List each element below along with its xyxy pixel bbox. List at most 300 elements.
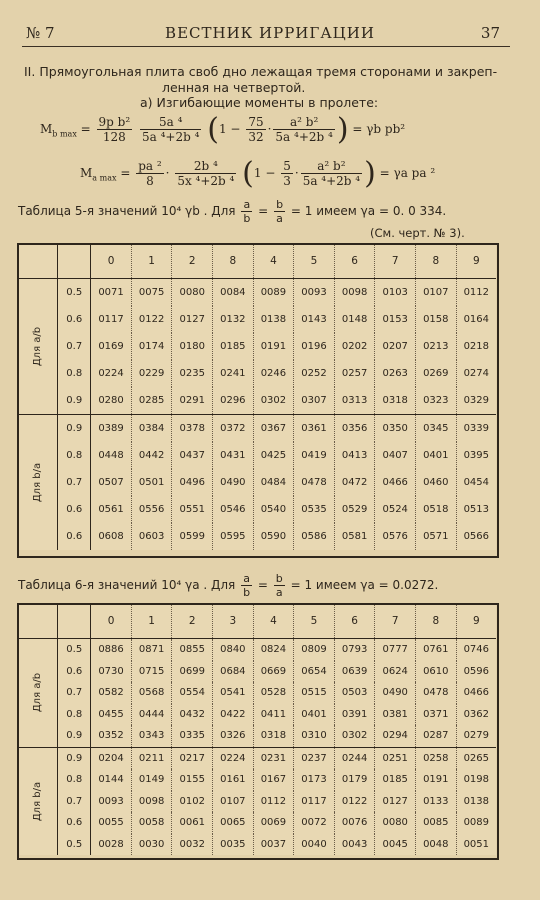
table-cell: 0037 xyxy=(253,834,294,856)
table-cell: 0362 xyxy=(456,704,496,726)
row-key: 0.8 xyxy=(58,360,91,387)
table-cell: 0624 xyxy=(375,661,416,683)
table-cell: 0258 xyxy=(416,747,457,769)
row-key: 0.7 xyxy=(58,682,91,704)
table-cell: 0058 xyxy=(131,812,172,834)
table-cell: 0455 xyxy=(91,704,132,726)
table-cell: 0824 xyxy=(253,639,294,661)
header-row xyxy=(18,244,496,279)
column-header: 5 xyxy=(294,604,335,639)
formula-mb-max: $M_{b max}$ = $\frac{\text{9p b²}}{128}$ $\frac{\text{5a ⁴}}{\text{5a ⁴+2b ⁴}}$ (1 − $\frac{75}{32}$ · $\frac{\text{a² b²}}{\text{5a ⁴+2b ⁴}}$ ) = γb pb² xyxy=(40,112,406,147)
table-cell: 0071 xyxy=(91,279,132,307)
table-cell: 0102 xyxy=(172,791,213,813)
table-cell: 0169 xyxy=(91,333,132,360)
table-cell: 0127 xyxy=(375,791,416,813)
table5 xyxy=(18,244,496,550)
table-cell: 0395 xyxy=(456,442,496,469)
formula2-lhs-sub: a max xyxy=(92,173,117,183)
table-cell: 0596 xyxy=(456,661,496,683)
corner-cell xyxy=(58,604,91,639)
table-cell: 0180 xyxy=(172,333,213,360)
group-label xyxy=(18,747,58,855)
column-header: 9 xyxy=(456,244,496,279)
table-cell: 0356 xyxy=(334,415,375,443)
table-cell: 0085 xyxy=(416,812,457,834)
table-cell: 0065 xyxy=(213,812,254,834)
formula1-lhs-sub: b max xyxy=(52,129,77,139)
table-cell: 0098 xyxy=(131,791,172,813)
table-cell: 0513 xyxy=(456,496,496,523)
table-cell: 0048 xyxy=(416,834,457,856)
table-cell: 0158 xyxy=(416,306,457,333)
formula1-one: 1 − xyxy=(218,122,241,136)
table-cell: 0568 xyxy=(131,682,172,704)
table-cell: 0484 xyxy=(253,469,294,496)
table-cell: 0407 xyxy=(375,442,416,469)
formula2-frac2: $\frac{\text{2b ⁴}}{\text{5x ⁴+2b ⁴}}$ xyxy=(177,159,235,188)
table-cell: 0352 xyxy=(91,725,132,747)
table-cell: 0302 xyxy=(334,725,375,747)
table-cell: 0117 xyxy=(294,791,335,813)
row-key: 0.9 xyxy=(58,415,91,443)
table-row xyxy=(18,661,496,683)
table-cell: 0263 xyxy=(375,360,416,387)
group-label xyxy=(18,279,58,415)
table-cell: 0307 xyxy=(294,387,335,415)
table-cell: 0561 xyxy=(91,496,132,523)
table-cell: 0581 xyxy=(334,523,375,550)
table5-caption: Таблица 5-я значений 10⁴ γb . Для $\frac{a}{b}$ = $\frac{b}{a}$ = 1 имеем γa = 0. 0 334. xyxy=(18,198,447,225)
column-header: 8 xyxy=(416,604,457,639)
table-cell: 0546 xyxy=(213,496,254,523)
table-cell: 0231 xyxy=(253,747,294,769)
table-cell: 0793 xyxy=(334,639,375,661)
table-row xyxy=(18,496,496,523)
table-cell: 0326 xyxy=(213,725,254,747)
table-cell: 0291 xyxy=(172,387,213,415)
table-cell: 0196 xyxy=(294,333,335,360)
table-row xyxy=(18,279,496,307)
table-cell: 0202 xyxy=(334,333,375,360)
column-header: 0 xyxy=(91,604,132,639)
table-cell: 0112 xyxy=(456,279,496,307)
table-cell: 0639 xyxy=(334,661,375,683)
row-key: 0.8 xyxy=(58,704,91,726)
table-cell: 0335 xyxy=(172,725,213,747)
table-cell: 0296 xyxy=(213,387,254,415)
row-key: 0.7 xyxy=(58,333,91,360)
table-cell: 0608 xyxy=(91,523,132,550)
formula1-frac2: $\frac{\text{5a ⁴}}{\text{5a ⁴+2b ⁴}}$ xyxy=(142,115,200,144)
table-cell: 0174 xyxy=(131,333,172,360)
table-cell: 0507 xyxy=(91,469,132,496)
table-cell: 0075 xyxy=(131,279,172,307)
table-cell: 0535 xyxy=(294,496,335,523)
table-cell: 0367 xyxy=(253,415,294,443)
table-cell: 0279 xyxy=(456,725,496,747)
table-cell: 0153 xyxy=(375,306,416,333)
row-key: 0.8 xyxy=(58,769,91,791)
formula1-frac3: $\frac{75}{32}$ xyxy=(248,115,264,144)
row-key: 0.6 xyxy=(58,306,91,333)
table-cell: 0280 xyxy=(91,387,132,415)
table-cell: 0422 xyxy=(213,704,254,726)
table-cell: 0251 xyxy=(375,747,416,769)
column-header: 0 xyxy=(91,244,132,279)
table-row xyxy=(18,415,496,443)
table-row xyxy=(18,791,496,813)
table-cell: 0191 xyxy=(253,333,294,360)
table-cell: 0204 xyxy=(91,747,132,769)
column-header: 2 xyxy=(172,604,213,639)
table-cell: 0045 xyxy=(375,834,416,856)
table-cell: 0089 xyxy=(253,279,294,307)
table-cell: 0582 xyxy=(91,682,132,704)
formula2-one: 1 − xyxy=(253,166,276,180)
table-row xyxy=(18,639,496,661)
table-cell: 0103 xyxy=(375,279,416,307)
table-cell: 0198 xyxy=(456,769,496,791)
group-label-text: Для a/b xyxy=(32,326,44,367)
table-cell: 0149 xyxy=(131,769,172,791)
table-cell: 0372 xyxy=(213,415,254,443)
table-cell: 0257 xyxy=(334,360,375,387)
table-cell: 0541 xyxy=(213,682,254,704)
table-cell: 0466 xyxy=(375,469,416,496)
table-cell: 0528 xyxy=(253,682,294,704)
table-cell: 0213 xyxy=(416,333,457,360)
table-row xyxy=(18,469,496,496)
row-key: 0.5 xyxy=(58,834,91,856)
table-cell: 0515 xyxy=(294,682,335,704)
table-cell: 0030 xyxy=(131,834,172,856)
table-cell: 0329 xyxy=(456,387,496,415)
table-cell: 0432 xyxy=(172,704,213,726)
column-header: 8 xyxy=(213,244,254,279)
row-key: 0.6 xyxy=(58,496,91,523)
table-cell: 0155 xyxy=(172,769,213,791)
column-header: 9 xyxy=(456,604,496,639)
table-cell: 0540 xyxy=(253,496,294,523)
row-key: 0.7 xyxy=(58,469,91,496)
table-cell: 0501 xyxy=(131,469,172,496)
table-cell: 0809 xyxy=(294,639,335,661)
group-label-text: Для b/a xyxy=(32,781,44,821)
column-header: 4 xyxy=(253,604,294,639)
table-cell: 0419 xyxy=(294,442,335,469)
table-cell: 0080 xyxy=(375,812,416,834)
table-cell: 0235 xyxy=(172,360,213,387)
table-cell: 0730 xyxy=(91,661,132,683)
table-cell: 0886 xyxy=(91,639,132,661)
table-row xyxy=(18,682,496,704)
table-cell: 0699 xyxy=(172,661,213,683)
table-cell: 0237 xyxy=(294,747,335,769)
table-cell: 0669 xyxy=(253,661,294,683)
corner-cell xyxy=(58,244,91,279)
formula1-frac1: $\frac{\text{9p b²}}{128}$ xyxy=(98,115,131,144)
column-header: 3 xyxy=(213,604,254,639)
table-cell: 0466 xyxy=(456,682,496,704)
table-cell: 0224 xyxy=(91,360,132,387)
table-row xyxy=(18,725,496,747)
table-cell: 0343 xyxy=(131,725,172,747)
row-key: 0.6 xyxy=(58,812,91,834)
table-cell: 0294 xyxy=(375,725,416,747)
table-cell: 0503 xyxy=(334,682,375,704)
table-row xyxy=(18,523,496,550)
formula2-eq: = xyxy=(120,166,131,180)
table-row xyxy=(18,442,496,469)
table-cell: 0401 xyxy=(294,704,335,726)
column-header: 8 xyxy=(416,244,457,279)
row-key: 0.9 xyxy=(58,747,91,769)
table-cell: 0167 xyxy=(253,769,294,791)
table-cell: 0084 xyxy=(213,279,254,307)
table-cell: 0529 xyxy=(334,496,375,523)
table-cell: 0244 xyxy=(334,747,375,769)
table-cell: 0133 xyxy=(416,791,457,813)
table-cell: 0411 xyxy=(253,704,294,726)
table-row xyxy=(18,812,496,834)
table-cell: 0586 xyxy=(294,523,335,550)
column-header: 1 xyxy=(131,244,172,279)
table-cell: 0112 xyxy=(253,791,294,813)
group-label xyxy=(18,415,58,551)
table-cell: 0777 xyxy=(375,639,416,661)
table-cell: 0274 xyxy=(456,360,496,387)
formula1-rhs: = γb pb² xyxy=(352,122,406,136)
table-row xyxy=(18,333,496,360)
table-cell: 0218 xyxy=(456,333,496,360)
column-header: 5 xyxy=(294,244,335,279)
table-row xyxy=(18,306,496,333)
formula2-frac4: $\frac{\text{a² b²}}{\text{5a ⁴+2b ⁴}}$ xyxy=(302,159,361,188)
table-row xyxy=(18,834,496,856)
page-number: 37 xyxy=(480,24,500,42)
table-cell: 0571 xyxy=(416,523,457,550)
table-cell: 0551 xyxy=(172,496,213,523)
table-cell: 0595 xyxy=(213,523,254,550)
table-cell: 0265 xyxy=(456,747,496,769)
column-header: 1 xyxy=(131,604,172,639)
table-cell: 0285 xyxy=(131,387,172,415)
table6-caption: Таблица 6-я значений 10⁴ γa . Для $\frac{a}{b}$ = $\frac{b}{a}$ = 1 имеем γa = 0.0272. xyxy=(18,572,439,599)
row-key: 0.9 xyxy=(58,725,91,747)
table-cell: 0185 xyxy=(213,333,254,360)
table-cell: 0391 xyxy=(334,704,375,726)
table-cell: 0252 xyxy=(294,360,335,387)
table-cell: 0576 xyxy=(375,523,416,550)
formula1-eq: = xyxy=(80,122,91,136)
table-cell: 0211 xyxy=(131,747,172,769)
table-cell: 0478 xyxy=(294,469,335,496)
formula2-rhs: = γa pa ² xyxy=(379,166,436,180)
row-key: 0.9 xyxy=(58,387,91,415)
section-title-line1: II. Прямоугольная плита своб дно лежащая тремя сторонами и закреп- xyxy=(24,64,498,79)
column-header: 6 xyxy=(334,604,375,639)
table-cell: 0061 xyxy=(172,812,213,834)
formula-ma-max: $M_{a max}$ = $\frac{\text{pa ²}}{8}$ · $\frac{\text{2b ⁴}}{\text{5x ⁴+2b ⁴}}$ (1 − $\frac{5}{3}$ · $\frac{\text{a² b²}}{\text{5a ⁴+2b ⁴}}$ ) = γa pa ² xyxy=(80,156,436,191)
table-cell: 0478 xyxy=(416,682,457,704)
table-cell: 0524 xyxy=(375,496,416,523)
group-label-text: Для a/b xyxy=(32,673,44,713)
formula1-lhs: M xyxy=(40,122,53,136)
table-cell: 0107 xyxy=(416,279,457,307)
row-key: 0.6 xyxy=(58,523,91,550)
table-cell: 0132 xyxy=(213,306,254,333)
issue-number: № 7 xyxy=(26,24,55,42)
table-cell: 0490 xyxy=(375,682,416,704)
table-cell: 0035 xyxy=(213,834,254,856)
corner-cell xyxy=(18,604,58,639)
table-cell: 0318 xyxy=(375,387,416,415)
table-cell: 0032 xyxy=(172,834,213,856)
group-label xyxy=(18,639,58,748)
column-header: 7 xyxy=(375,244,416,279)
row-key: 0.5 xyxy=(58,279,91,307)
table-row xyxy=(18,704,496,726)
column-header: 4 xyxy=(253,244,294,279)
table-cell: 0840 xyxy=(213,639,254,661)
formula2-lhs: M xyxy=(80,166,93,180)
table-cell: 0401 xyxy=(416,442,457,469)
table-cell: 0339 xyxy=(456,415,496,443)
table-cell: 0122 xyxy=(334,791,375,813)
table-cell: 0323 xyxy=(416,387,457,415)
table-cell: 0715 xyxy=(131,661,172,683)
table-cell: 0207 xyxy=(375,333,416,360)
table-cell: 0269 xyxy=(416,360,457,387)
table-cell: 0310 xyxy=(294,725,335,747)
table-cell: 0610 xyxy=(416,661,457,683)
table-cell: 0127 xyxy=(172,306,213,333)
table-cell: 0684 xyxy=(213,661,254,683)
table-cell: 0117 xyxy=(91,306,132,333)
table5-reference: (См. черт. № 3). xyxy=(370,226,465,240)
table-cell: 0761 xyxy=(416,639,457,661)
table-cell: 0590 xyxy=(253,523,294,550)
table-cell: 0448 xyxy=(91,442,132,469)
table-cell: 0069 xyxy=(253,812,294,834)
header-row xyxy=(18,604,496,639)
table-cell: 0871 xyxy=(131,639,172,661)
table-cell: 0425 xyxy=(253,442,294,469)
table-cell: 0855 xyxy=(172,639,213,661)
table-cell: 0350 xyxy=(375,415,416,443)
table-cell: 0603 xyxy=(131,523,172,550)
table-cell: 0318 xyxy=(253,725,294,747)
table-cell: 0384 xyxy=(131,415,172,443)
table-cell: 0051 xyxy=(456,834,496,856)
table-cell: 0093 xyxy=(294,279,335,307)
table-cell: 0217 xyxy=(172,747,213,769)
table-cell: 0028 xyxy=(91,834,132,856)
row-key: 0.6 xyxy=(58,661,91,683)
table-cell: 0224 xyxy=(213,747,254,769)
table-cell: 0444 xyxy=(131,704,172,726)
table-cell: 0173 xyxy=(294,769,335,791)
table-cell: 0566 xyxy=(456,523,496,550)
header-rule xyxy=(22,46,510,47)
table6 xyxy=(18,604,496,855)
table-row xyxy=(18,360,496,387)
table-cell: 0746 xyxy=(456,639,496,661)
table-cell: 0185 xyxy=(375,769,416,791)
table-cell: 0381 xyxy=(375,704,416,726)
table-cell: 0040 xyxy=(294,834,335,856)
table-cell: 0460 xyxy=(416,469,457,496)
table-cell: 0161 xyxy=(213,769,254,791)
table-cell: 0179 xyxy=(334,769,375,791)
table-cell: 0431 xyxy=(213,442,254,469)
table-cell: 0313 xyxy=(334,387,375,415)
table-cell: 0518 xyxy=(416,496,457,523)
table-cell: 0072 xyxy=(294,812,335,834)
table-cell: 0164 xyxy=(456,306,496,333)
table-cell: 0191 xyxy=(416,769,457,791)
table-cell: 0107 xyxy=(213,791,254,813)
table-cell: 0138 xyxy=(456,791,496,813)
table-cell: 0144 xyxy=(91,769,132,791)
table-cell: 0413 xyxy=(334,442,375,469)
column-header: 2 xyxy=(172,244,213,279)
table-cell: 0287 xyxy=(416,725,457,747)
formula2-frac1: $\frac{\text{pa ²}}{8}$ xyxy=(138,159,162,188)
table-cell: 0599 xyxy=(172,523,213,550)
row-key: 0.8 xyxy=(58,442,91,469)
table-row xyxy=(18,387,496,415)
table-cell: 0241 xyxy=(213,360,254,387)
table-cell: 0148 xyxy=(334,306,375,333)
row-key: 0.7 xyxy=(58,791,91,813)
table-cell: 0229 xyxy=(131,360,172,387)
row-key: 0.5 xyxy=(58,639,91,661)
column-header: 6 xyxy=(334,244,375,279)
table-cell: 0302 xyxy=(253,387,294,415)
table-cell: 0080 xyxy=(172,279,213,307)
table-cell: 0143 xyxy=(294,306,335,333)
table-cell: 0496 xyxy=(172,469,213,496)
table-row xyxy=(18,747,496,769)
table-cell: 0138 xyxy=(253,306,294,333)
table-cell: 0076 xyxy=(334,812,375,834)
table-row xyxy=(18,769,496,791)
table-cell: 0345 xyxy=(416,415,457,443)
table-cell: 0089 xyxy=(456,812,496,834)
table-cell: 0098 xyxy=(334,279,375,307)
formula1-frac4: $\frac{\text{a² b²}}{\text{5a ⁴+2b ⁴}}$ xyxy=(275,115,333,144)
table-cell: 0554 xyxy=(172,682,213,704)
group-label-text: Для b/a xyxy=(32,462,44,503)
corner-cell xyxy=(18,244,58,279)
table-cell: 0490 xyxy=(213,469,254,496)
table-cell: 0043 xyxy=(334,834,375,856)
section-subtitle: а) Изгибающие моменты в пролете: xyxy=(140,95,379,110)
formula2-frac3: $\frac{5}{3}$ xyxy=(283,159,291,188)
table-cell: 0093 xyxy=(91,791,132,813)
table-cell: 0556 xyxy=(131,496,172,523)
column-header: 7 xyxy=(375,604,416,639)
table-cell: 0246 xyxy=(253,360,294,387)
table-cell: 0361 xyxy=(294,415,335,443)
table-cell: 0472 xyxy=(334,469,375,496)
table-cell: 0055 xyxy=(91,812,132,834)
table-cell: 0442 xyxy=(131,442,172,469)
section-title-line2: ленная на четвертой. xyxy=(162,80,306,95)
table-cell: 0389 xyxy=(91,415,132,443)
table-cell: 0437 xyxy=(172,442,213,469)
